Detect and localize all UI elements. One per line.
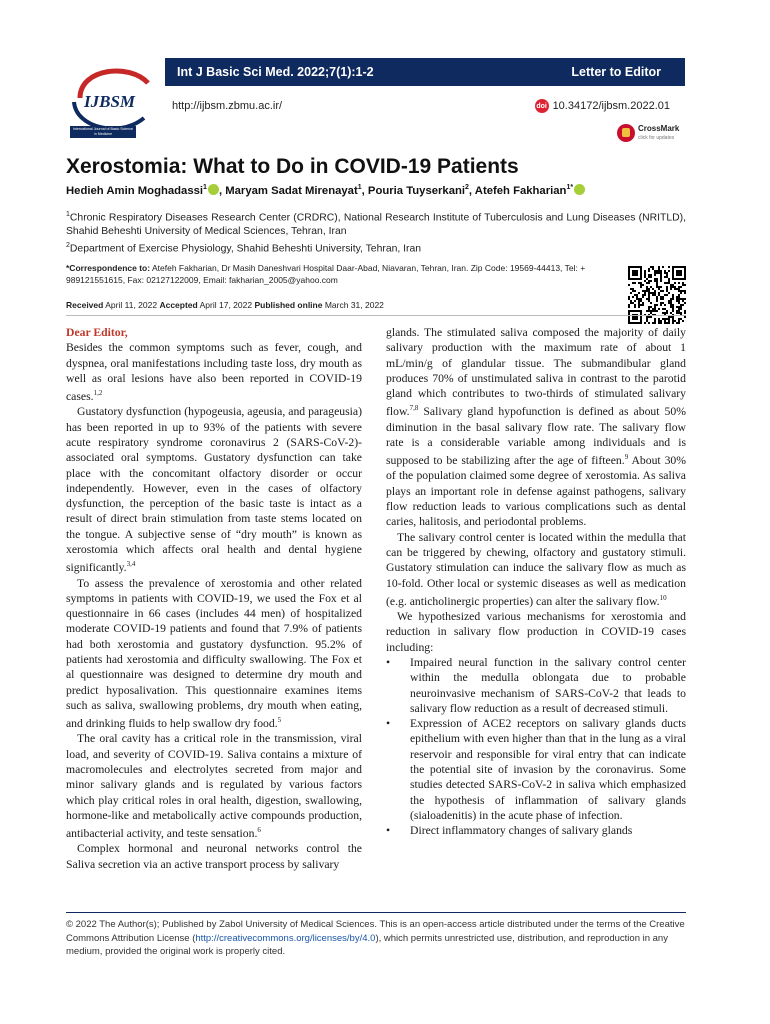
article-title: Xerostomia: What to Do in COVID-19 Patients [66,155,519,178]
affiliation-number: 2 [66,242,70,250]
citation-ref: 6 [257,826,261,835]
salutation: Dear Editor, [66,326,128,339]
citation-ref: 7,8 [409,404,419,413]
crossmark-button[interactable] [617,122,687,144]
author-list: Hedieh Amin Moghadassi$^1$ , Maryam Sadat Mirenayat$^1$, Pouria Tuyserkani$^2$, Atefeh Fakharian$^{1*}$ [66,184,585,197]
author-affiliation-ref: 1* [566,184,574,192]
accepted-date: April 17, 2022 [199,300,253,310]
correspondence [66,262,606,286]
affiliation-text: Chronic Respiratory Diseases Research Center (CRDRC), National Research Institute of Tuberculosis and Lung Diseases (NRITLD), Shahid Beheshti University of Medical Sciences, Tehran, Iran [66,212,686,238]
divider [66,315,686,316]
affiliations [66,208,686,257]
list-item [386,655,686,716]
body-column-right [386,325,686,838]
journal-logo [60,58,160,142]
article-type: Letter to Editor [571,65,661,79]
paragraph [66,576,362,732]
list-item-text: Expression of ACE2 receptors on salivary glands ducts epithelium with even higher than that in the lung as a viral reservoir and responsible for viral entry that can indicate the potential site of invasion by the coronavirus. Some studies detected SARS-CoV-2 in saliva which emphasized the hypothesis of inflammation of salivary glands (sialoadenitis) in the acute phase of infection. [410,717,686,822]
citation-ref: 3,4 [126,560,136,569]
list-item [386,823,686,838]
orcid-icon[interactable] [574,184,585,195]
citation-ref: 10 [659,593,667,602]
received-label: Received [66,300,104,310]
body-column-left [66,325,362,872]
orcid-icon[interactable] [208,184,219,195]
paragraph-text: Gustatory dysfunction (hypogeusia, ageusia, and parageusia) has been reported in up to 93% of the patients with severe acute respiratory syndrome coronavirus 2 (SARS-CoV-2)-associated oral symptoms. Gustatory dysfunction can take place with the concomitant olfactory disorder or occur independently. However, even in the cases of olfactory dysfunction, the perception of the basic taste is intact as a result of direct brain stimulation from taste stems located on the tongue. A subjective sense of “dry mouth” is known as xerostomia which affects oral health and dental hygiene significantly. [66,405,362,575]
affiliation-text: Department of Exercise Physiology, Shahid Beheshti University, Tehran, Iran [69,243,422,255]
received-date: April 11, 2022 [105,300,158,310]
citation-ref: 9 [624,453,629,462]
doi-icon: doi [535,99,549,113]
journal-url-link[interactable]: http://ijbsm.zbmu.ac.ir/ [172,100,283,112]
license-link[interactable]: http://creativecommons.org/licenses/by/4.0 [195,932,376,944]
paragraph [386,530,686,609]
paragraph-text: The oral cavity has a critical role in the transmission, viral load, and severity of COVID-19. Saliva contains a mixture of macromolecules and electrolytes secreted from major and minor salivary glands and is regulated by various factors which play critical roles in oral health, digestion, swallowing, hormone-like and metabolically active compounds production, antibacterial activity, and teste sensation. [66,732,362,841]
paragraph-text: Besides the common symptoms such as fever, cough, and dyspnea, oral manifestations including taste loss, dry mouth as well as oral lesions have also been reported in COVID-19 cases. [66,341,362,404]
paragraph-text: Salivary gland hypofunction is defined as about 50% diminution in the basal salivary flow rate. The salivary flow rate is a considerable variable among individuals and is supposed to be stabilizing after the age of fifteen. [386,405,686,468]
bullet: • [386,655,391,669]
crossmark-label [638,125,679,142]
affiliation-2 [66,239,686,256]
logo-acronym: IJBSM [84,92,136,111]
paragraph [66,340,362,404]
paragraph [66,404,362,575]
bullet: • [386,824,391,838]
author-name: Pouria Tuyserkani [367,185,466,197]
published-date: March 31, 2022 [324,300,384,310]
header-bar [165,58,685,86]
author-affiliation-ref: 2 [465,184,469,192]
paragraph-text: About 30% of the population claimed some degree of xerostomia. As saliva plays an important role in defense against pathogens, salivary flow reduction leads to various complications such as dental caries, halitosis, and periodontal problems. [386,454,687,529]
author-name: Atefeh Fakharian [474,185,567,197]
author-name: Hedieh Amin Moghadassi [66,185,204,197]
citation: Int J Basic Sci Med. 2022;7(1):1-2 [177,65,374,79]
logo-caption: International Journal of Basic Science in Medicine [72,127,134,136]
author-affiliation-ref: 1 [203,184,207,192]
affiliation-1 [66,208,686,239]
license-notice [66,918,686,959]
list-item-text: Direct inflammatory changes of salivary glands [410,824,633,838]
author-name: Maryam Sadat Mirenayat [225,185,358,197]
list-item [386,716,686,823]
paragraph-text: To assess the prevalence of xerostomia and other related symptoms in patients with COVID-19, we used the Fox et al questionnaire in 66 cases (includes 44 men) of hospitalized moderate COVID-19 patients and found that 7.9% of patients had both xerostomia and gustatory dysfunction. 95.2% of patients had xerostomia and difficulty swallowing. The Fox et al questionnaire was designed to determine dry mouth and predict hyposalivation. This questionnaire examines items such as saliva, swallowing problems, dry mouth when eating, and drinking fluids to help swallow dry food. [66,576,362,731]
citation-ref: 5 [277,716,282,725]
accepted-label: Accepted [159,300,198,310]
correspondence-text: Atefeh Fakharian, Dr Masih Daneshvari Hospital Daar-Abad, Niavaran, Tehran, Iran. Zip Code: 19569-44413, Tel: + 989121551615, Fax: 02127122009, Email: fakharian_2005@yahoo.com [66,263,586,285]
article-dates [66,300,384,310]
affiliation-number: 1 [66,211,70,218]
doi-text: 10.34172/ijbsm.2022.01 [552,100,670,112]
doi-link[interactable] [535,99,670,113]
crossmark-sub: click for updates [638,134,675,141]
paragraph: We hypothesized various mechanisms for xerostomia and reduction in salivary flow production in COVID-19 cases including: [386,610,686,654]
citation-ref: 1,2 [93,389,103,398]
license-text: © 2022 The Author(s); Published by Zabol University of Medical Sciences. This is an open-access article distributed under the terms of the Creative Commons Attribution License ( [66,919,685,944]
paragraph: Complex hormonal and neuronal networks control the Saliva secretion via an active transport process by salivary [66,842,362,871]
paragraph [386,325,686,530]
license-text: ), which permits unrestricted use, distribution, and reproduction in any medium, provided the original work is properly cited. [66,932,668,957]
crossmark-title: CrossMark [638,123,680,133]
footer-divider [66,912,686,913]
author-affiliation-ref: 1 [357,184,362,192]
list-item-text: Impaired neural function in the salivary control center within the medulla oblongata due to probable neuroinvasive mechanism of SARS-CoV-2 that leads to salivary flow reduction as a result of decreased stimuli. [410,655,686,715]
paragraph [66,731,362,841]
crossmark-icon [617,124,635,142]
bullet: • [386,717,391,731]
paragraph-text: glands. The stimulated saliva composed the majority of daily salivary production with the maximum rate of about 1 mL/min/g of glandular tissue. The submandibular gland produces 70% of unstimulated saliva in contrast to the parotid gland which contributes to two-thirds of stimulated salivary flow. [386,326,686,419]
correspondence-label: *Correspondence to: [66,263,151,273]
published-label: Published online [254,300,323,310]
paragraph-text: The salivary control center is located within the medulla that can be triggered by chewing, olfactory and gustatory stimuli. Gustatory stimulation can induce the salivary flow as much as 10-fold. Other local or systemic diseases as well as medication (e.g. anticholinergic properties) can alter the salivary flow. [386,530,686,608]
